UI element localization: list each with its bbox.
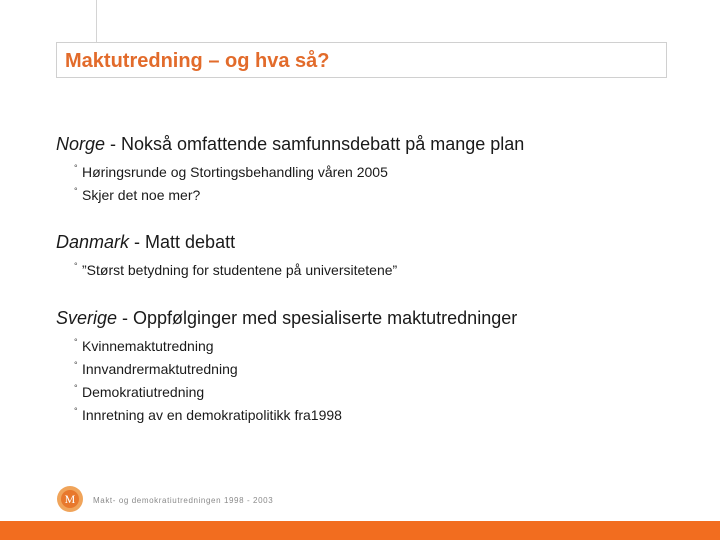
list-item: ° Innvandrermaktutredning	[74, 360, 238, 377]
list-item: ° Høringsrunde og Stortingsbehandling våren 2005	[74, 163, 388, 180]
bullet-icon: °	[74, 186, 78, 196]
logo-letter: M	[64, 492, 76, 506]
heading-text: - Nokså omfattende samfunnsdebatt på mange plan	[105, 134, 525, 154]
list-item: ° Kvinnemaktutredning	[74, 337, 214, 354]
bullet-icon: °	[74, 406, 78, 416]
bullet-list	[74, 259, 676, 282]
bullet-icon: °	[74, 337, 78, 347]
country-name: Norge	[56, 134, 106, 154]
bullet-icon: °	[74, 360, 78, 370]
section-danmark	[56, 231, 676, 282]
section-sverige	[56, 307, 676, 427]
bullet-list	[74, 335, 676, 427]
list-item: ° Skjer det noe mer?	[74, 186, 201, 203]
country-name: Danmark	[56, 232, 130, 252]
footer-bar	[0, 521, 720, 540]
heading-text: - Oppfølginger med spesialiserte maktutredninger	[117, 308, 518, 328]
section-heading	[56, 307, 676, 329]
bullet-icon: °	[74, 163, 78, 173]
list-item: ° ”Størst betydning for studentene på universitetene”	[74, 261, 398, 278]
title-box	[56, 42, 667, 78]
bullet-list	[74, 161, 676, 207]
section-heading	[56, 133, 676, 155]
list-item: ° Innretning av en demokratipolitikk fra1998	[74, 406, 342, 423]
bullet-icon: °	[74, 261, 78, 271]
section-norge	[56, 133, 676, 207]
heading-text: - Matt debatt	[129, 232, 236, 252]
slide-title: Maktutredning – og hva så?	[65, 50, 330, 72]
footer-text: Makt- og demokratiutredningen 1998 - 2003	[93, 496, 274, 505]
section-heading	[56, 231, 676, 253]
list-item: ° Demokratiutredning	[74, 383, 205, 400]
bullet-icon: °	[74, 383, 78, 393]
top-divider-line	[96, 0, 97, 42]
country-name: Sverige	[56, 308, 118, 328]
logo-icon	[55, 484, 85, 514]
